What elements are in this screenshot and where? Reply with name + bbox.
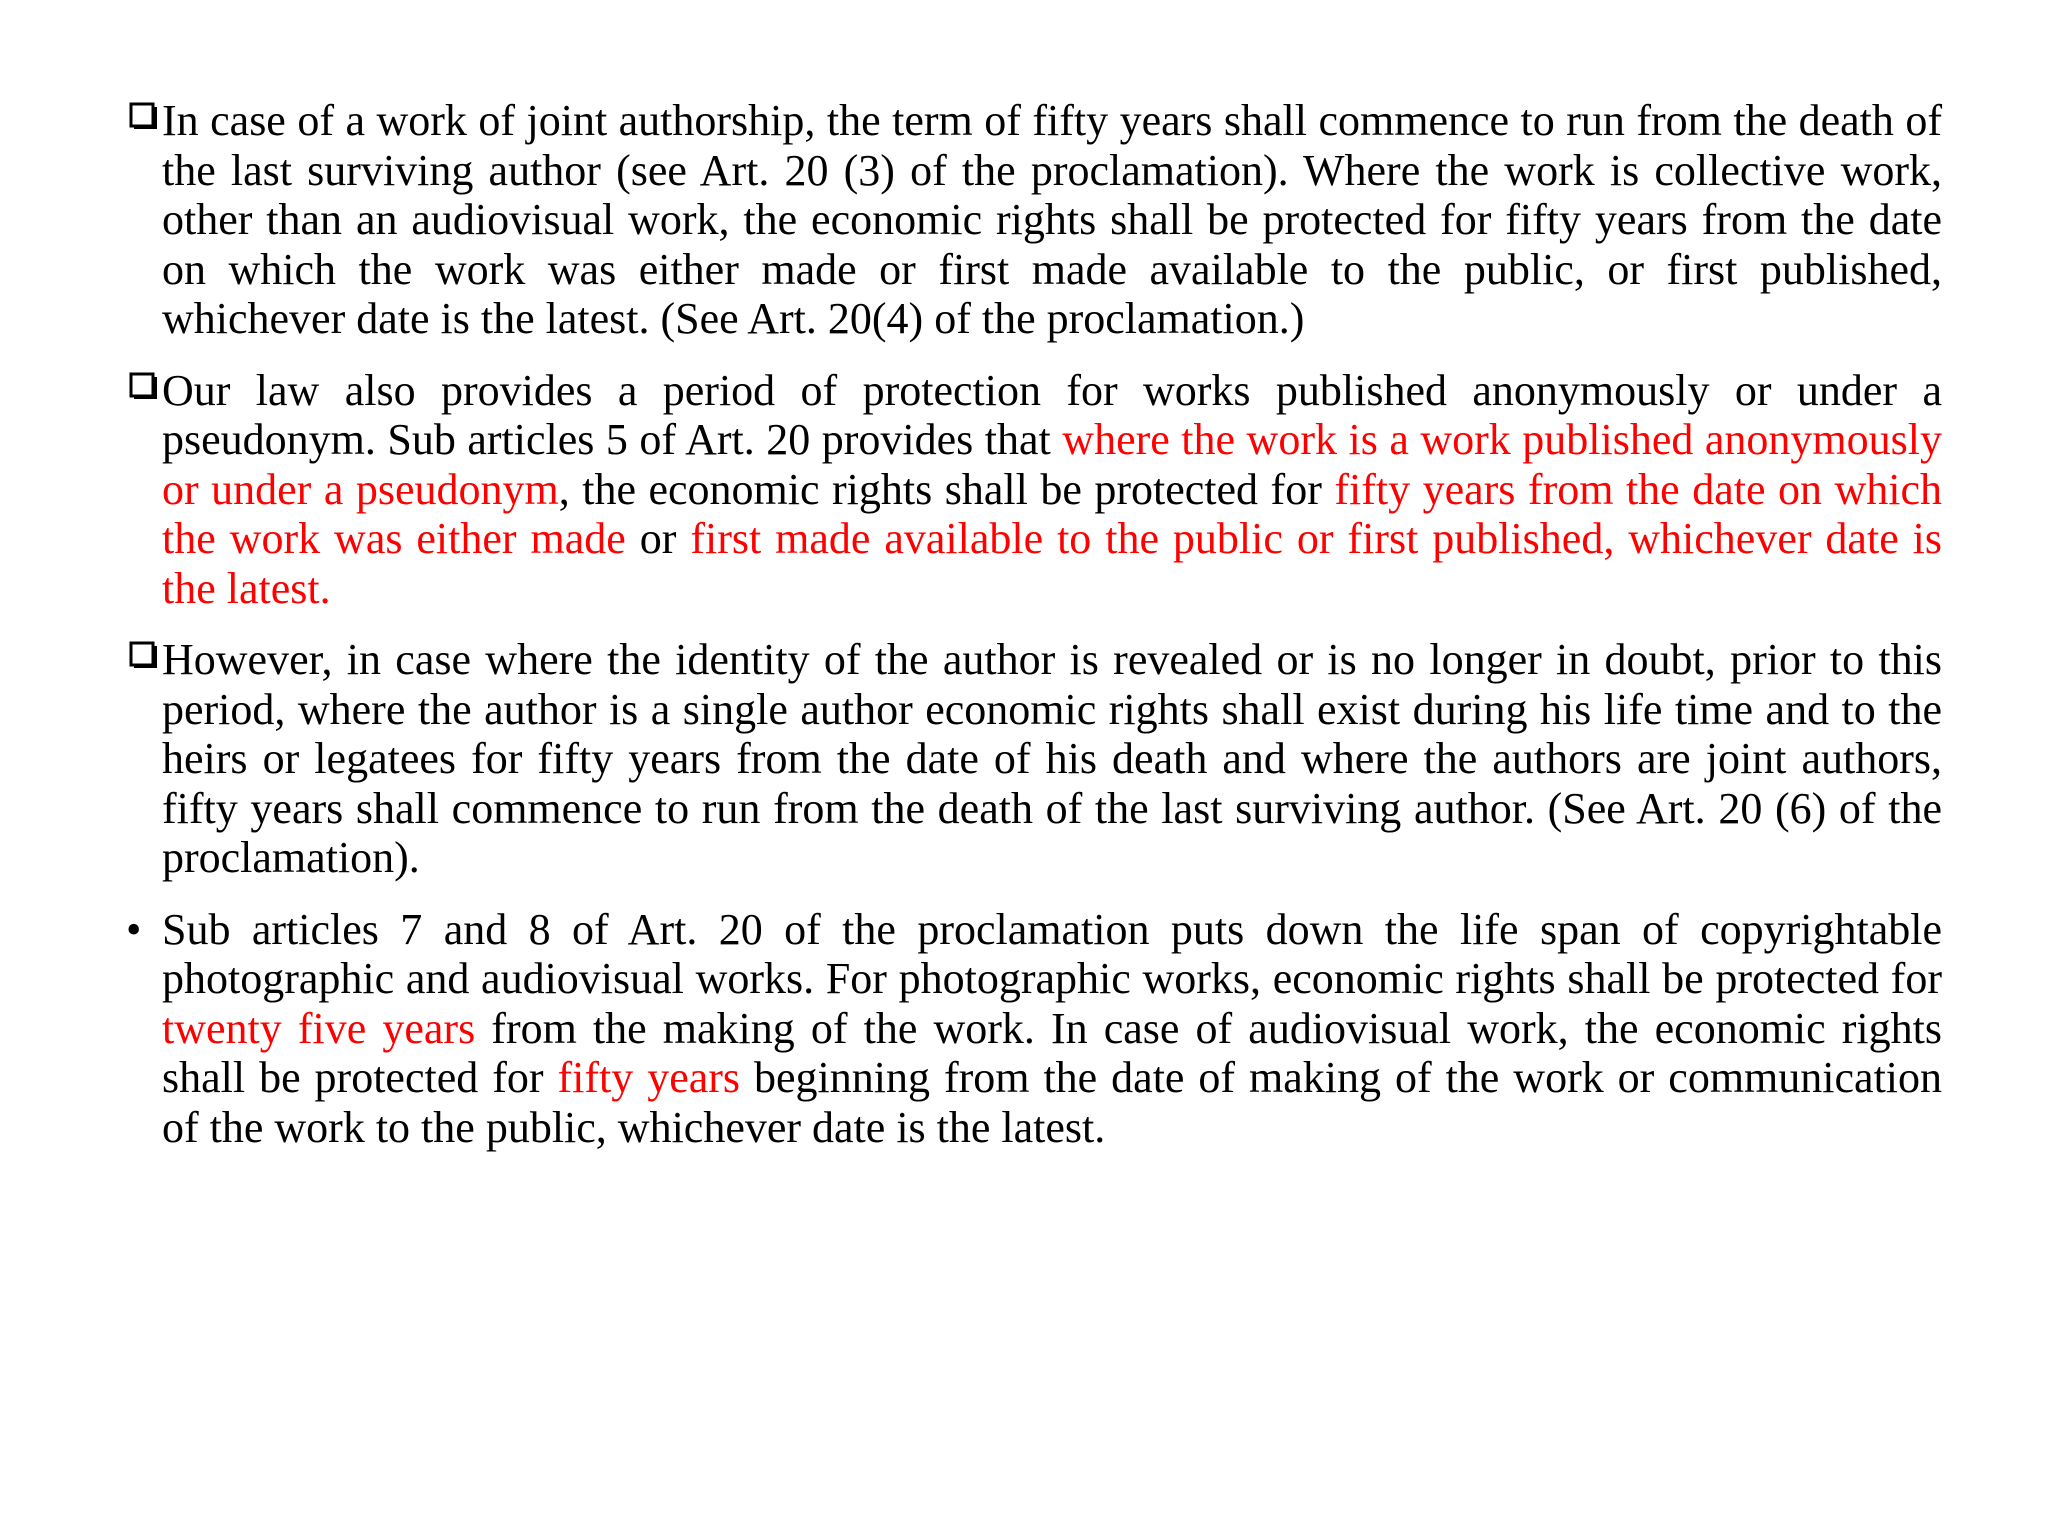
paragraph-anonymous-works	[126, 366, 1942, 614]
paragraph-joint-authorship	[126, 96, 1942, 344]
paragraph-identity-revealed	[126, 635, 1942, 883]
highlighted-text-segment: fifty years	[557, 1053, 741, 1102]
highlighted-text-segment: twenty five years	[162, 1003, 476, 1053]
text-segment: or	[625, 514, 691, 563]
hollow-square-bullet-icon	[126, 635, 162, 684]
paragraph-photographic-audiovisual	[126, 905, 1942, 1153]
slide-content	[126, 96, 1942, 1174]
dot-bullet-icon: •	[126, 904, 142, 954]
hollow-square-bullet-icon	[126, 366, 162, 415]
hollow-square-bullet-icon	[126, 96, 162, 145]
text-segment: Our law also provides a period of protection for works published anonymously or under a pseudonym. Sub articles 5 of Art. 20 provides that	[162, 365, 1942, 464]
text-segment: from the making of the work. In case of audiovisual work, the economic rights shall be protected for	[162, 1003, 1942, 1102]
highlighted-text-segment: where the work is a work published anonymously or under a pseudonym	[162, 415, 1942, 514]
text-segment: beginning from the date of making of the work or communication of the work to the public, whichever date is the latest.	[162, 1053, 1943, 1152]
text-segment: In case of a work of joint authorship, the term of fifty years shall commence to run from the death of the last surviving author (see Art. 20 (3) of the proclamation). Where the work is collective work, other than an audiovisual work, the economic rights shall be protected for fifty years from the date on which the work was either made or first made available to the public, or first published, whichever date is the latest. (See Art. 20(4) of the proclamation.)	[162, 96, 1942, 343]
text-segment: However, in case where the identity of the author is revealed or is no longer in doubt, prior to this period, where the author is a single author economic rights shall exist during his life time and to the heirs or legatees for fifty years from the date of his death and where the authors are joint authors, fifty years shall commence to run from the death of the last surviving author. (See Art. 20 (6) of the proclamation).	[162, 635, 1942, 882]
highlighted-text-segment: first made available to the public or first published, whichever date is the latest.	[162, 514, 1943, 613]
text-segment: Sub articles 7 and 8 of Art. 20 of the proclamation puts down the life span of copyrightable photographic and audiovisual works. For photographic works, economic rights shall be protected for	[162, 904, 1942, 1003]
text-segment: , the economic rights shall be protected for	[558, 464, 1335, 514]
highlighted-text-segment: fifty years from the date on which the work was either made	[162, 464, 1942, 563]
